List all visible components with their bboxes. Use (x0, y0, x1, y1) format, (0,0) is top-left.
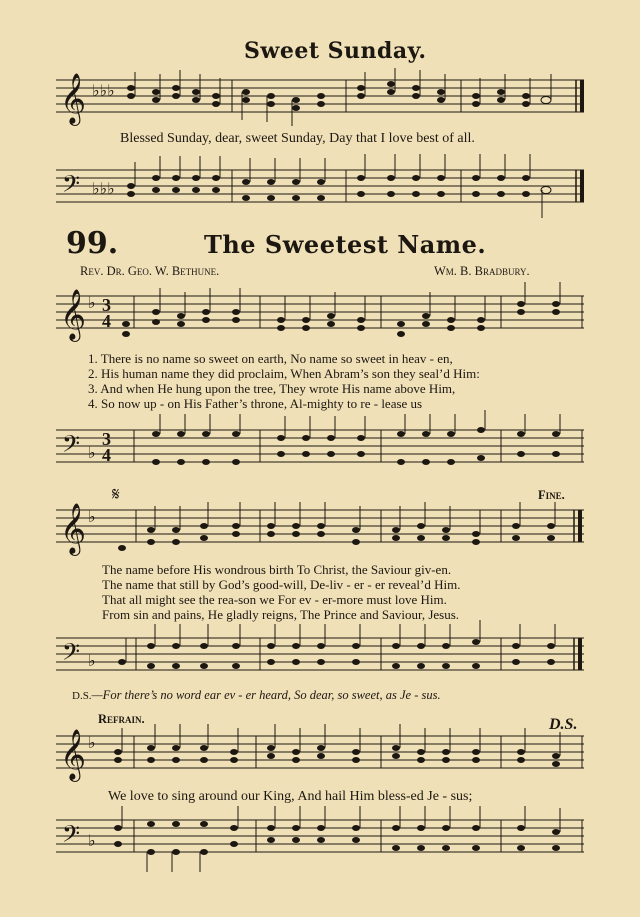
verse-2-part-1: 2. His human name they did proclaim, When Abram’s son they seal’d Him: (88, 366, 480, 381)
treble-staff-refrain (56, 722, 586, 782)
bass-staff-system-1 (56, 412, 586, 478)
svg-text:♭: ♭ (88, 509, 96, 526)
segno-sign: 𝄋 (112, 484, 120, 505)
hymn-composer: Wm. B. Bradbury. (434, 264, 530, 278)
verse-1-part-1: 1. There is no name so sweet on earth, No name so sweet in heav - en, (88, 351, 453, 366)
bass-staff-sweet-sunday (56, 150, 586, 222)
verse-4-part-2: From sin and pains, He gladly reigns, The Prince and Saviour, Jesus. (102, 607, 460, 622)
verse-2-part-2: The name that still by God’s good-will, De-liv - er - er reveal’d Him. (102, 577, 461, 592)
ds-line-lyrics: —For there’s no word ear ev - er heard, So dear, so sweet, as Je - sus. (91, 688, 441, 702)
verse-3-part-2: That all might see the rea-son we For ev - er-more must love Him. (102, 592, 447, 607)
bass-staff-refrain (56, 806, 586, 876)
lyrics-sweet-sunday: Blessed Sunday, dear, sweet Sunday, Day that I love best of all. (120, 131, 475, 146)
treble-staff-system-2 (56, 496, 586, 558)
verse-1-part-2: The name before His wondrous birth To Christ, the Saviour giv-en. (102, 562, 452, 577)
svg-text:♭♭♭: ♭♭♭ (92, 181, 115, 198)
song-title-sweet-sunday: Sweet Sunday. (244, 38, 427, 64)
svg-text:4: 4 (102, 445, 111, 465)
ds-line (72, 686, 441, 704)
svg-text:♭: ♭ (88, 653, 96, 670)
hymn-author: Rev. Dr. Geo. W. Bethune. (80, 264, 220, 278)
hymn-number: 99. (66, 226, 119, 261)
refrain-label: Refrain. (98, 712, 145, 726)
svg-text:♭: ♭ (88, 735, 96, 752)
fine-label: Fine. (538, 488, 565, 502)
bass-staff-system-2 (56, 622, 586, 684)
svg-text:♭: ♭ (88, 295, 96, 312)
verse-4-part-1: 4. So now up - on His Father’s throne, Al-mighty to re - lease us (88, 396, 423, 411)
treble-staff-sweet-sunday (56, 66, 586, 126)
treble-staff-system-1 (56, 282, 586, 344)
ds-line-label: D.S. (72, 690, 92, 702)
svg-text:𝄢: 𝄢 (62, 638, 81, 671)
svg-text:𝄞: 𝄞 (60, 729, 87, 780)
svg-text:𝄞: 𝄞 (60, 73, 87, 124)
svg-text:𝄞: 𝄞 (60, 289, 87, 340)
svg-text:𝄢: 𝄢 (62, 170, 81, 203)
svg-text:♭: ♭ (88, 833, 96, 850)
svg-text:𝄢: 𝄢 (62, 430, 81, 463)
time-signature-bass: 3 (102, 429, 111, 449)
svg-text:4: 4 (102, 311, 111, 331)
hymn-title: The Sweetest Name. (204, 230, 487, 259)
svg-text:𝄞: 𝄞 (60, 503, 87, 554)
svg-text:♭♭♭: ♭♭♭ (92, 83, 115, 100)
svg-text:𝄢: 𝄢 (62, 820, 81, 853)
time-signature-treble: 3 (102, 295, 111, 315)
refrain-lyrics: We love to sing around our King, And hail Him bless-ed Je - sus; (108, 789, 473, 804)
ds-mark: D.S. (549, 716, 578, 733)
verse-3-part-1: 3. And when He hung upon the tree, They wrote His name above Him, (88, 381, 456, 396)
svg-text:♭: ♭ (88, 445, 96, 462)
